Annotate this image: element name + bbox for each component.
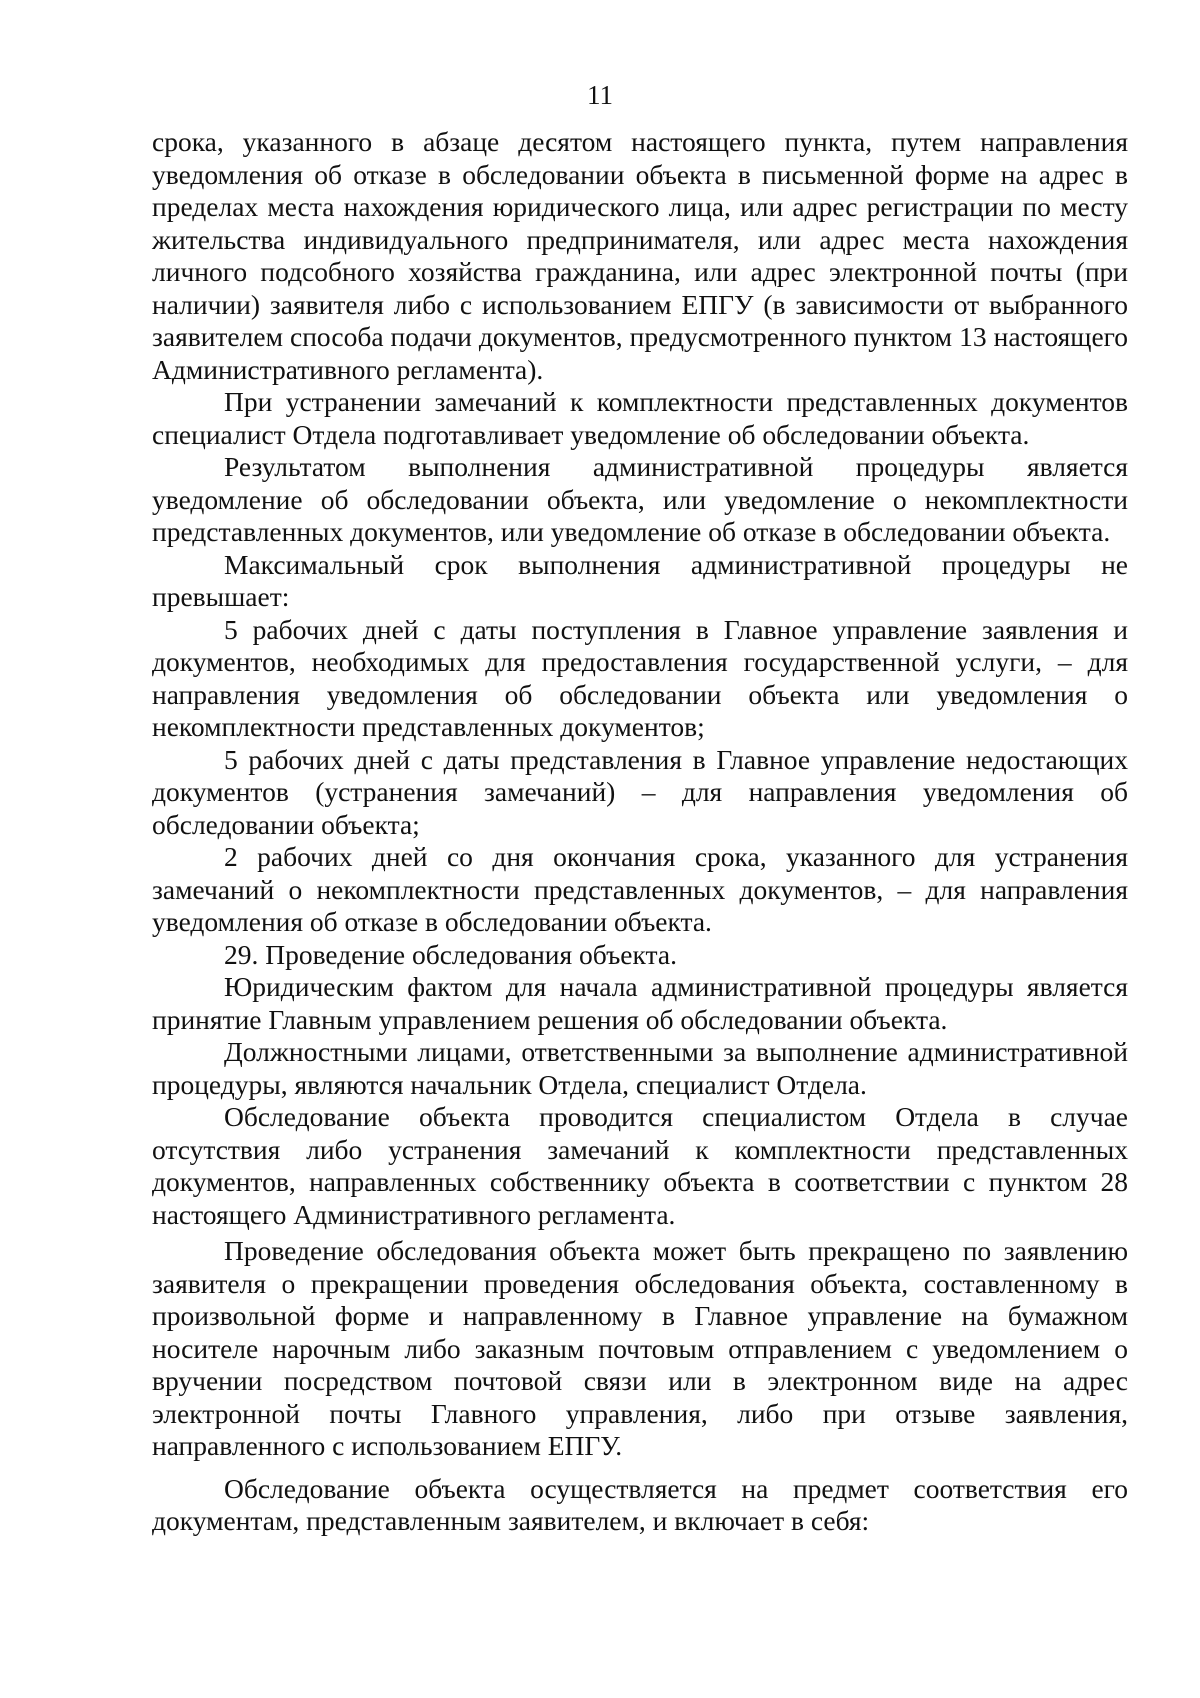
paragraph-term-item-2: 5 рабочих дней с даты представления в Главное управление недостающих документов (устранения замечаний) – для направления уведомления об обследовании объекта; (152, 743, 1128, 840)
section-heading-29: 29. Проведение обследования объекта. (224, 938, 677, 970)
paragraph-legal-fact: Юридическим фактом для начала административной процедуры является принятие Главным управлением решения об обследовании объекта. (152, 971, 1128, 1035)
paragraph-remarks-fixed: При устранении замечаний к комплектности представленных документов специалист Отдела подготавливает уведомление об обследовании объекта. (152, 386, 1128, 450)
paragraph-procedure-result: Результатом выполнения административной процедуры является уведомление об обследовании объекта, или уведомление о некомплектности представленных документов, или уведомление об отказе в обследовании объекта. (152, 451, 1128, 547)
paragraph-term-item-1: 5 рабочих дней с даты поступления в Главное управление заявления и документов, необходимых для предоставления государственной услуги, – для направления уведомления об обследовании объекта или уведомления о некомплектности представленных документов; (152, 613, 1128, 742)
paragraph-inspection-terminated: Проведение обследования объекта может быть прекращено по заявлению заявителя о прекращении проведения обследования объекта, составленному в произвольной форме и направленному в Главное управление на бумажном носителе нарочным либо заказным почтовым отправлением с уведомлением о вручении посредством почтовой связи или в электронном виде на адрес электронной почты Главного управления, либо при отзыве заявления, направленного с использованием ЕПГУ. (152, 1235, 1128, 1461)
page-number: 11 (587, 80, 613, 110)
paragraph-term-item-3: 2 рабочих дней со дня окончания срока, указанного для устранения замечаний о некомплектности представленных документов, – для направления уведомления об отказе в обследовании объекта. (152, 841, 1128, 937)
paragraph-responsible-officials: Должностными лицами, ответственными за выполнение административной процедуры, являются начальник Отдела, специалист Отдела. (152, 1036, 1128, 1100)
paragraph-inspection-conducted: Обследование объекта проводится специалистом Отдела в случае отсутствия либо устранения замечаний к комплектности представленных документов, направленных собственнику объекта в соответствии с пунктом 28 настоящего Административного регламента. (152, 1101, 1128, 1230)
document-body (152, 126, 1128, 1538)
paragraph-continuation: срока, указанного в абзаце десятом настоящего пункта, путем направления уведомления об отказе в обследовании объекта в письменной форме на адрес в пределах места нахождения юридического лица, или адрес регистрации по месту жительства индивидуального предпринимателя, или адрес места нахождения личного подсобного хозяйства гражданина, или адрес электронной почты (при наличии) заявителя либо с использованием ЕПГУ (в зависимости от выбранного заявителем способа подачи документов, предусмотренного пунктом 13 настоящего Административного регламента). (152, 126, 1128, 385)
paragraph-inspection-scope: Обследование объекта осуществляется на предмет соответствия его документам, представленным заявителем, и включает в себя: (152, 1472, 1128, 1536)
paragraph-max-term: Максимальный срок выполнения административной процедуры не превышает: (152, 548, 1128, 612)
